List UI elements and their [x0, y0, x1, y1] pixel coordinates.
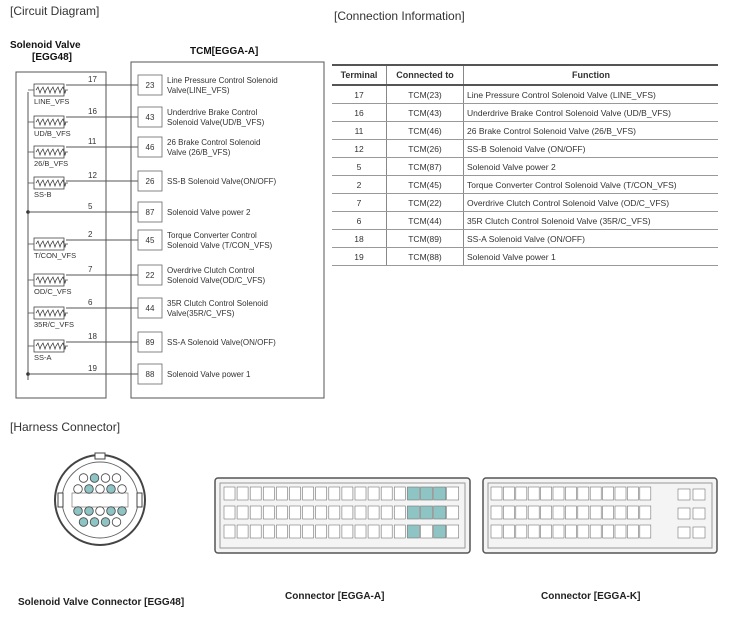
connected-to-cell: TCM(23) [387, 85, 464, 104]
connector-pin [250, 525, 261, 538]
function-cell: Overdrive Clutch Control Solenoid Valve (OD/C_VFS) [464, 194, 719, 212]
egga-k-connector-drawing [483, 478, 717, 553]
connected-to-cell: TCM(87) [387, 158, 464, 176]
connector-pin [107, 507, 116, 516]
connector-pin [381, 506, 392, 519]
left-pin-number: 12 [88, 171, 97, 180]
harness-connector-heading: [Harness Connector] [10, 420, 121, 434]
function-cell: 26 Brake Control Solenoid Valve (26/B_VFS) [464, 122, 719, 140]
table-row [332, 122, 718, 140]
harness-connectors [0, 440, 733, 590]
connector-pin [316, 506, 327, 519]
connector-pin [303, 487, 314, 500]
connector-pin [503, 506, 514, 519]
table-row [332, 176, 718, 194]
table-row [332, 194, 718, 212]
tcm-pin-number: 23 [145, 81, 155, 90]
connection-info-heading: [Connection Information] [334, 9, 465, 23]
connector-pin [368, 525, 379, 538]
table-row [332, 158, 718, 176]
connector-pin [503, 487, 514, 500]
connector-pin [85, 485, 94, 494]
connector-pin [224, 506, 235, 519]
left-pin-number: 16 [88, 107, 97, 116]
solenoid-valve-code: [EGG48] [32, 52, 73, 63]
function-cell: Line Pressure Control Solenoid Valve (LINE_VFS) [464, 85, 719, 104]
connected-to-cell: TCM(46) [387, 122, 464, 140]
solenoid-label: SS-B [34, 190, 52, 199]
connector-pin [541, 506, 552, 519]
left-pin-number: 6 [88, 298, 93, 307]
connector-pin [615, 525, 626, 538]
function-cell: Solenoid Valve power 1 [464, 248, 719, 266]
connector-pin [528, 487, 539, 500]
solenoid-label: LINE_VFS [34, 97, 70, 106]
connector-pin [678, 508, 690, 519]
egg48-caption: Solenoid Valve Connector [EGG48] [18, 597, 185, 608]
tcm-pin-description: SS-B Solenoid Valve(ON/OFF) [167, 177, 277, 186]
connector-pin [290, 525, 301, 538]
connector-pin [421, 525, 433, 538]
connector-pin [541, 487, 552, 500]
connector-pin [603, 506, 614, 519]
tcm-pin-description: Solenoid Valve power 1 [167, 370, 251, 379]
tcm-pin-number: 22 [145, 271, 155, 280]
left-pin-number: 11 [88, 137, 97, 146]
connector-pin [85, 507, 94, 516]
circuit-diagram [0, 0, 330, 410]
connector-pin [79, 474, 88, 483]
connector-pin [693, 527, 705, 538]
connector-pin [565, 525, 576, 538]
connector-pin [74, 507, 83, 516]
connector-pin [96, 485, 105, 494]
solenoid-coil [28, 116, 71, 138]
egg48-connector-drawing [55, 453, 145, 545]
solenoid-valve-title: Solenoid Valve [10, 40, 81, 51]
terminal-cell: 11 [332, 122, 387, 140]
connector-pin [434, 506, 446, 519]
connector-pin [90, 518, 99, 527]
connector-pin [276, 525, 287, 538]
solenoid-label: SS-A [34, 353, 52, 362]
connector-pin [590, 525, 601, 538]
table-header-row [332, 65, 718, 85]
tcm-pin-description: Overdrive Clutch Control Solenoid Valve(OD/C_VFS) [167, 266, 266, 285]
connector-pin [434, 487, 446, 500]
connector-pin [578, 487, 589, 500]
connector-pin [578, 525, 589, 538]
connected-to-cell: TCM(22) [387, 194, 464, 212]
connector-pin [329, 506, 340, 519]
connector-pin [263, 506, 274, 519]
connector-pin [516, 506, 527, 519]
connected-to-cell: TCM(44) [387, 212, 464, 230]
connector-pin [342, 525, 353, 538]
wire-group [66, 75, 278, 384]
connector-pin [342, 487, 353, 500]
solenoid-label: 26/B_VFS [34, 159, 69, 168]
table-row [332, 104, 718, 122]
connected-to-cell: TCM(88) [387, 248, 464, 266]
connector-pin [447, 525, 459, 538]
connector-pin [237, 487, 248, 500]
function-cell: Underdrive Brake Control Solenoid Valve (UD/B_VFS) [464, 104, 719, 122]
connector-pin [355, 506, 366, 519]
tcm-pin-description: Torque Converter Control Solenoid Valve (T/CON_VFS) [167, 231, 273, 250]
connector-pin [421, 506, 433, 519]
connector-pin [381, 525, 392, 538]
terminal-cell: 5 [332, 158, 387, 176]
connector-pin [553, 487, 564, 500]
connector-pin [528, 506, 539, 519]
solenoid-coil [28, 307, 74, 329]
solenoid-coil [28, 84, 69, 106]
connected-to-cell: TCM(43) [387, 104, 464, 122]
connector-pin [447, 487, 459, 500]
table-row [332, 230, 718, 248]
solenoid-group [26, 84, 76, 380]
connector-pin [96, 507, 105, 516]
tcm-pin-number: 45 [145, 236, 155, 245]
tcm-pin-description: Underdrive Brake Control Solenoid Valve(UD/B_VFS) [167, 108, 265, 127]
connector-pin [541, 525, 552, 538]
connector-pin [693, 489, 705, 500]
solenoid-coil [28, 146, 68, 168]
connector-pin [503, 525, 514, 538]
connector-pin [101, 474, 110, 483]
connector-pin [290, 487, 301, 500]
solenoid-coil [28, 340, 68, 362]
connector-pin [316, 487, 327, 500]
connector-pin [276, 487, 287, 500]
connector-pin [342, 506, 353, 519]
terminal-cell: 12 [332, 140, 387, 158]
connector-pin [640, 487, 651, 500]
connector-pin [491, 487, 502, 500]
connector-pin [101, 518, 110, 527]
connector-pin [74, 485, 83, 494]
left-pin-number: 5 [88, 202, 93, 211]
function-cell: 35R Clutch Control Solenoid Valve (35R/C_VFS) [464, 212, 719, 230]
connector-pin [316, 525, 327, 538]
connector-pin [90, 474, 99, 483]
connector-pin [329, 525, 340, 538]
connected-to-cell: TCM(89) [387, 230, 464, 248]
connector-pin [565, 487, 576, 500]
connection-table [332, 64, 718, 266]
tcm-pin-number: 89 [145, 338, 155, 347]
connector-pin [603, 525, 614, 538]
connector-pin [381, 487, 392, 500]
connected-to-cell: TCM(26) [387, 140, 464, 158]
circuit-diagram-heading: [Circuit Diagram] [10, 4, 100, 18]
table-header-connected: Connected to [387, 65, 464, 85]
tcm-pin-description: Solenoid Valve power 2 [167, 208, 251, 217]
connector-pin [590, 506, 601, 519]
connector-pin [447, 506, 459, 519]
connector-pin [516, 525, 527, 538]
connector-pin [118, 507, 127, 516]
connector-pin [263, 487, 274, 500]
connector-pin [434, 525, 446, 538]
solenoid-label: UD/B_VFS [34, 129, 71, 138]
connector-pin [627, 525, 638, 538]
tcm-pin-description: 35R Clutch Control Solenoid Valve(35R/C_VFS) [167, 299, 268, 318]
tcm-pin-number: 87 [145, 208, 155, 217]
connector-pin [678, 527, 690, 538]
solenoid-coil [28, 177, 68, 199]
connector-pin [250, 506, 261, 519]
left-pin-number: 7 [88, 265, 93, 274]
tcm-pin-description: SS-A Solenoid Valve(ON/OFF) [167, 338, 276, 347]
tcm-pin-number: 44 [145, 304, 155, 313]
connector-pin [640, 525, 651, 538]
connector-pin [118, 485, 127, 494]
egga-a-caption: Connector [EGGA-A] [285, 591, 385, 602]
connector-pin [565, 506, 576, 519]
connector-pin [407, 506, 419, 519]
connector-pin [237, 525, 248, 538]
connector-pin [516, 487, 527, 500]
connector-pin [355, 525, 366, 538]
terminal-cell: 17 [332, 85, 387, 104]
terminal-cell: 19 [332, 248, 387, 266]
connector-pin [303, 506, 314, 519]
connector-pin [407, 525, 419, 538]
connector-pin [693, 508, 705, 519]
connector-pin [79, 518, 88, 527]
tcm-title: TCM[EGGA-A] [190, 46, 259, 57]
connector-pin [407, 487, 419, 500]
connector-pin [553, 506, 564, 519]
connector-pin [627, 506, 638, 519]
left-pin-number: 19 [88, 364, 97, 373]
connector-pin [368, 487, 379, 500]
left-pin-number: 17 [88, 75, 97, 84]
table-row [332, 212, 718, 230]
function-cell: Solenoid Valve power 2 [464, 158, 719, 176]
left-pin-number: 2 [88, 230, 93, 239]
connector-pin [368, 506, 379, 519]
terminal-cell: 6 [332, 212, 387, 230]
left-pin-number: 18 [88, 332, 97, 341]
solenoid-label: OD/C_VFS [34, 287, 72, 296]
connector-pin [627, 487, 638, 500]
table-row [332, 140, 718, 158]
connector-pin [394, 487, 405, 500]
connector-pin [553, 525, 564, 538]
connector-pin [590, 487, 601, 500]
solenoid-label: 35R/C_VFS [34, 320, 75, 329]
connector-pin [421, 487, 433, 500]
connector-pin [678, 489, 690, 500]
tcm-pin-number: 26 [145, 177, 155, 186]
table-row [332, 248, 718, 266]
function-cell: SS-A Solenoid Valve (ON/OFF) [464, 230, 719, 248]
connector-pin [528, 525, 539, 538]
connected-to-cell: TCM(45) [387, 176, 464, 194]
terminal-cell: 16 [332, 104, 387, 122]
function-cell: Torque Converter Control Solenoid Valve (T/CON_VFS) [464, 176, 719, 194]
connector-pin [640, 506, 651, 519]
terminal-cell: 2 [332, 176, 387, 194]
tcm-pin-number: 88 [145, 370, 155, 379]
terminal-cell: 18 [332, 230, 387, 248]
connector-pin [276, 506, 287, 519]
tcm-pin-number: 46 [145, 143, 155, 152]
connector-pin [112, 474, 121, 483]
connector-pin [224, 525, 235, 538]
solenoid-coil [28, 238, 76, 260]
connector-pin [394, 506, 405, 519]
table-header-function: Function [464, 65, 719, 85]
tcm-pin-number: 43 [145, 113, 155, 122]
tcm-pin-description: Line Pressure Control Solenoid Valve(LINE_VFS) [167, 76, 278, 95]
connector-pin [329, 487, 340, 500]
connector-pin [224, 487, 235, 500]
connector-pin [491, 506, 502, 519]
connector-pin [237, 506, 248, 519]
connector-pin [491, 525, 502, 538]
connector-pin [578, 506, 589, 519]
connector-pin [263, 525, 274, 538]
table-header-terminal: Terminal [332, 65, 387, 85]
tcm-pin-description: 26 Brake Control Solenoid Valve (26/B_VFS) [167, 138, 261, 157]
connector-pin [107, 485, 116, 494]
table-row [332, 85, 718, 104]
function-cell: SS-B Solenoid Valve (ON/OFF) [464, 140, 719, 158]
connector-pin [615, 487, 626, 500]
solenoid-label: T/CON_VFS [34, 251, 77, 260]
terminal-cell: 7 [332, 194, 387, 212]
connector-pin [615, 506, 626, 519]
connector-pin [303, 525, 314, 538]
connector-pin [250, 487, 261, 500]
egga-a-connector-drawing [215, 478, 470, 553]
connector-pin [355, 487, 366, 500]
solenoid-coil [28, 274, 72, 296]
connector-pin [290, 506, 301, 519]
egga-k-caption: Connector [EGGA-K] [541, 591, 641, 602]
connector-pin [603, 487, 614, 500]
connector-pin [112, 518, 121, 527]
connector-pin [394, 525, 405, 538]
